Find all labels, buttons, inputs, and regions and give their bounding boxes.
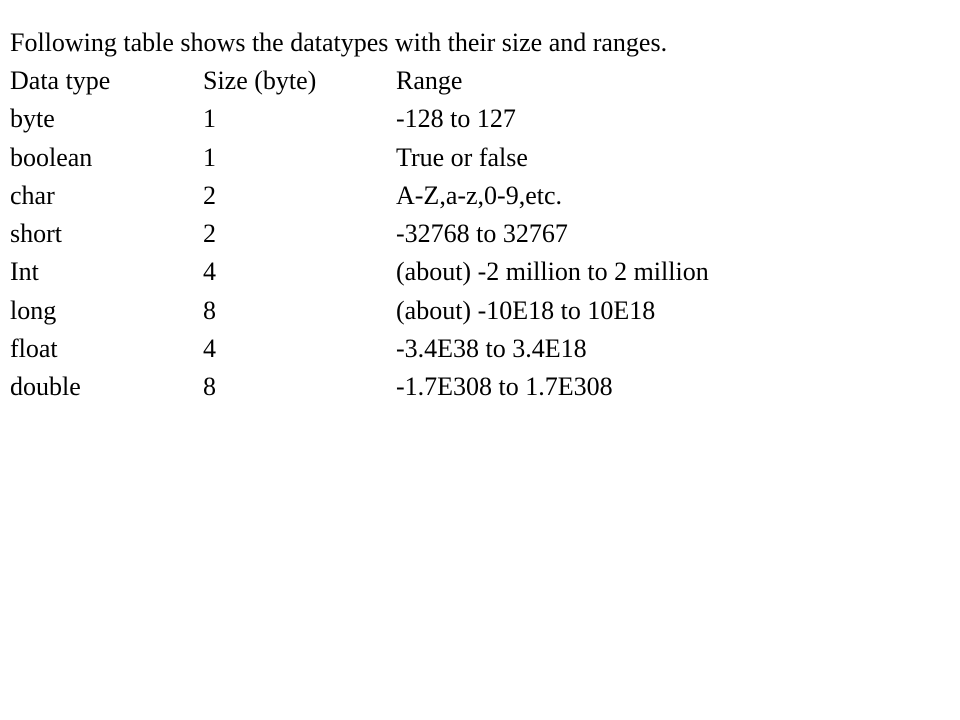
cell-range: -128 to 127 xyxy=(396,104,516,134)
header-size: Size (byte) xyxy=(203,66,317,95)
cell-type: Int xyxy=(10,257,39,287)
cell-size: 8 xyxy=(203,372,216,402)
cell-range: -1.7E308 to 1.7E308 xyxy=(396,372,613,402)
cell-type: short xyxy=(10,219,62,249)
table-row xyxy=(10,368,896,406)
cell-range: (about) -2 million to 2 million xyxy=(396,257,709,287)
cell-size: 1 xyxy=(203,104,216,134)
header-data-type: Data type xyxy=(10,66,111,95)
intro-text: Following table shows the datatypes with their size and ranges. xyxy=(10,28,668,57)
cell-type: float xyxy=(10,334,58,364)
cell-size: 2 xyxy=(203,219,216,249)
cell-size: 8 xyxy=(203,295,216,325)
cell-type: byte xyxy=(10,104,55,134)
cell-range: True or false xyxy=(396,142,528,172)
table-row xyxy=(10,100,896,138)
cell-range: -3.4E38 to 3.4E18 xyxy=(396,334,587,364)
table-row xyxy=(10,177,896,215)
table-row xyxy=(10,139,896,177)
cell-range: -32768 to 32767 xyxy=(396,219,568,249)
cell-range: (about) -10E18 to 10E18 xyxy=(396,295,656,325)
cell-size: 4 xyxy=(203,334,216,364)
table-row xyxy=(10,253,896,291)
cell-type: double xyxy=(10,372,81,402)
datatype-table xyxy=(10,62,896,407)
cell-type: boolean xyxy=(10,142,93,172)
header-range: Range xyxy=(396,66,463,95)
table-row xyxy=(10,292,896,330)
cell-size: 4 xyxy=(203,257,216,287)
cell-type: char xyxy=(10,180,55,210)
cell-type: long xyxy=(10,295,57,325)
table-row xyxy=(10,330,896,368)
table-row xyxy=(10,215,896,253)
table-header-row xyxy=(10,62,896,100)
cell-size: 1 xyxy=(203,142,216,172)
cell-size: 2 xyxy=(203,180,216,210)
cell-range: A-Z,a-z,0-9,etc. xyxy=(396,180,563,210)
